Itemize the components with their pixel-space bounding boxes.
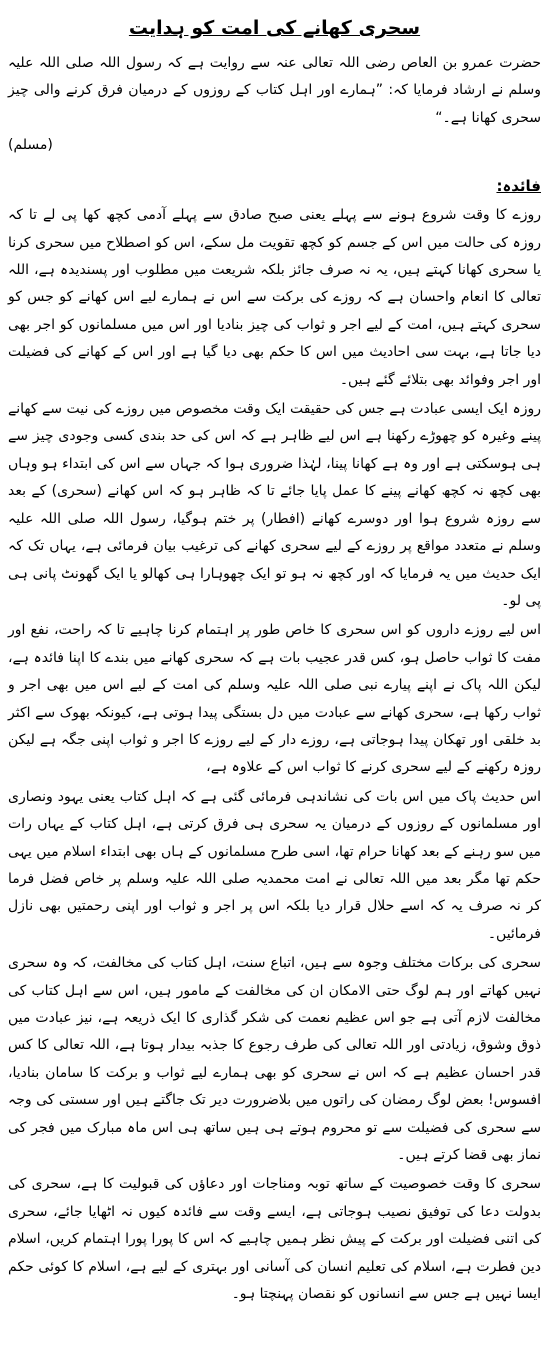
paragraph-6: سحری کا وقت خصوصیت کے ساتھ توبہ ومناجات اور دعاؤں کی قبولیت کا ہے، سحری کی بدولت دعا کی توفیق نصیب ہوجاتی ہے، ایسے وقت سے فائدہ کیوں نہ اٹھایا جائے، سحری کی اتنی فضیلت اور برکت کے پیش نظر ہمیں چاہیے کہ اس کا پورا پورا اہتمام کریں، اسلام دین فطرت ہے، اسلام کی تعلیم انسان کی آسانی اور بہتری کے لیے ہے، اسلام کا کوئی حکم ایسا نہیں ہے جس سے انسانوں کو نقصان پہنچتا ہو۔ <box>8 1176 541 1303</box>
paragraph-2: روزہ ایک ایسی عبادت ہے جس کی حقیقت ایک وقت مخصوص میں روزے کی نیت سے کھانے پینے وغیرہ کو چھوڑے رکھنا ہے اس لیے ظاہر ہے کہ اس کی حد بندی کسی وجودی چیز سے ہی ہوسکتی ہے اور وہ ہے کھانا پینا، لہٰذا ضروری ہوا کہ جہاں سے اس کی ابتداء ہو وہاں بھی کچھ نہ کچھ کھانے پینے کا عمل پایا جائے تا کہ ظاہر ہو کہ اس کھانے (سحری) کے بعد سے روزہ شروع ہوا اور دوسرے کھانے (افطار) پر ختم ہوگیا، رسول اللہ صلی اللہ علیہ وسلم نے متعدد مواقع پر روزے کے لیے سحری کھانے کی ترغیب بیان فرمائی ہے، یہاں تک کہ ایک حدیث میں یہ فرمایا کہ اور کچھ نہ ہو تو ایک چھوہارا ہی کھالو یا ایک گھونٹ پانی ہی پی لو۔ <box>8 401 541 609</box>
benefit-heading: فائدہ: <box>496 177 541 196</box>
paragraph-5: سحری کی برکات مختلف وجوہ سے ہیں، اتباع سنت، اہل کتاب کی مخالفت، کہ وہ سحری نہیں کھاتے اور ہم لوگ حتی الامکان ان کی مخالفت کے مامور ہیں، اس سے اہل کتاب کی مخالفت لازم آتی ہے جو اس عظیم نعمت کی شکر گذاری کا ایک ذریعہ ہے، نیز عبادت میں ذوق وشوق، زیادتی اور اللہ تعالی کی طرف رجوع کا جذبہ بیدار ہوتا ہے، اللہ تعالی کا کس قدر احسان عظیم ہے کہ اس نے سحری کو بھی ہمارے لیے ثواب و برکت کا سامان بنادیا، افسوس! بعض لوگ رمضان کی راتوں میں بلاضرورت دیر تک جاگتے ہیں اور سستی کی وجہ سے سحری کی فضیلت سے تو محروم ہوتے ہی ہیں ساتھ ہی اس ماہ مبارک میں فجر کی نماز بھی قضا کرتے ہیں۔ <box>8 955 541 1164</box>
article-title: سحری کھانے کی امت کو ہدایت <box>128 17 421 39</box>
hadith-text: حضرت عمرو بن العاص رضی اللہ تعالی عنہ سے روایت ہے کہ رسول اللہ صلی اللہ علیہ وسلم نے ارشاد فرمایا کہ: ”ہمارے اور اہل کتاب کے روزوں کے درمیان فرق کرنے والی چیز سحری کھانا ہے۔“ <box>8 55 541 126</box>
paragraph-3: اس لیے روزے داروں کو اس سحری کا خاص طور پر اہتمام کرنا چاہیے تا کہ راحت، نفع اور مفت کا ثواب حاصل ہو، کس قدر عجیب بات ہے کہ سحری کھانے میں بندے کا اپنا فائدہ ہے، لیکن اللہ پاک نے اپنے پیارے نبی صلی اللہ علیہ وسلم کی امت کے لیے اس میں بھی اجر و ثواب رکھا ہے، سحری کھانے سے عبادت میں دل بستگی پیدا ہوتی ہے، کیونکہ بھوک سے اکثر بد خلقی اور تھکان پیدا ہوجاتی ہے، روزے دار کے لیے روزے کا اجر و ثواب اپنی جگہ ہے لیکن روزہ رکھنے کے لیے سحری کرنے کا ثواب اس کے علاوہ ہے، <box>8 622 541 776</box>
paragraph-1: روزے کا وقت شروع ہونے سے پہلے یعنی صبح صادق سے پہلے آدمی کچھ کھا پی لے تا کہ روزہ کی حالت میں اس کے جسم کو کچھ تقویت مل سکے، اس کو اصطلاح میں سحری کرنا یا سحری کھانا کہتے ہیں، یہ نہ صرف جائز بلکہ شریعت میں مطلوب اور پسندیدہ ہے، اللہ تعالی کا انعام واحسان ہے کہ روزے کی برکت سے اس نے ہمارے لیے اس کھانے کو جس کو سحری کہتے ہیں، امت کے لیے اجر و ثواب کی چیز بنادیا اور اس میں مسلمانوں کو اجر بھی دیا جاتا ہے، بہت سی احادیث میں اس کا حکم بھی دیا گیا ہے اور اس کے کھانے کی فضیلت اور اجر وفوائد بھی بتلائے گئے ہیں۔ <box>8 207 541 388</box>
hadith-reference: (مسلم) <box>8 137 53 154</box>
paragraph-4: اس حدیث پاک میں اس بات کی نشاندہی فرمائی گئی ہے کہ اہل کتاب یعنی یہود ونصاری اور مسلمانوں کے روزوں کے درمیان یہ سحری ہی فرق کرتی ہے، اہل کتاب کے یہاں رات میں سو رہنے کے بعد کھانا حرام تھا، اسی طرح مسلمانوں کے ہاں بھی ابتداء اسلام میں یہی حکم تھا مگر بعد میں اللہ تعالی نے امت محمدیہ صلی اللہ علیہ وسلم پر خاص فضل فرما کر نہ صرف یہ کہ اسے حلال قرار دیا بلکہ اس پر اجر و ثواب اور اپنی رحمتیں بھی نازل فرمائیں۔ <box>8 788 541 942</box>
